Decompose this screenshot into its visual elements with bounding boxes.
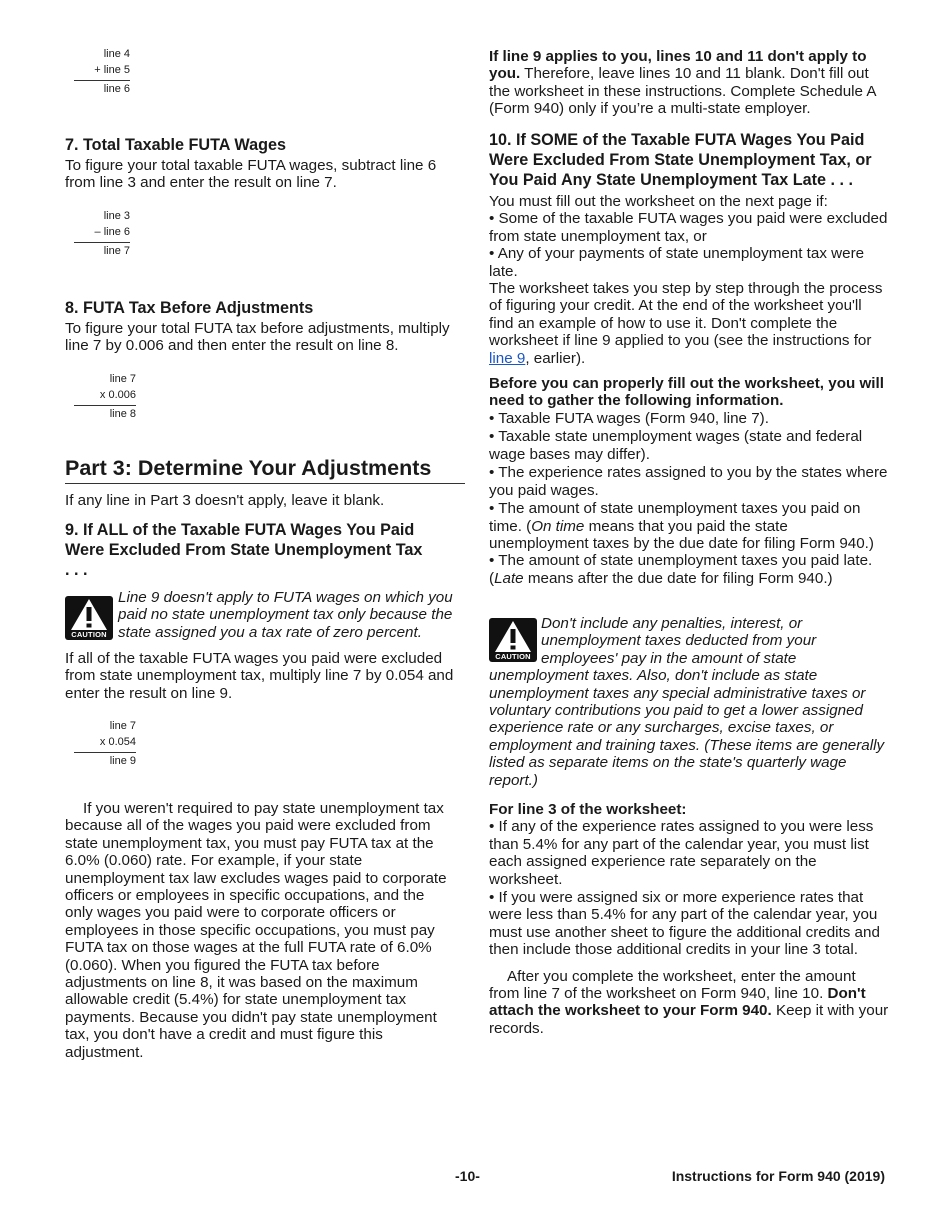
section-heading: 9. If ALL of the Taxable FUTA Wages You Paid Were Excluded From State Unemployment Tax . . . [65,521,423,579]
text: means after the due date for filing Form 940.) [523,569,833,587]
line-9-link[interactable]: line 9 [489,349,526,367]
bullet-text: Taxable FUTA wages (Form 940, line 7). [498,410,769,428]
section-heading: 7. Total Taxable FUTA Wages [65,136,286,154]
bullet-text: If any of the experience rates assigned to you were less than 5.4% for any part of the calendar year, you must list each assigned experience rate separately on the worksheet. [489,818,874,888]
text: , earlier). [525,349,586,367]
bullet-text: Any of your payments of state unemployment tax were late. [489,245,865,280]
text: The amount of state unemployment taxes you paid on time. ( [489,500,861,535]
section-paragraph: If you weren't required to pay state unemployment tax because all of the wages you paid were excluded from state unemployment tax, you must pay FUTA tax at the 6.0% (0.060) rate. For example, if your state unemployment tax law excludes wages paid to corporate officers or employees in specific occupations, and the only wages you paid were to corporate officers or employees in those specific occupations, you must pay FUTA tax on those wages at the full FUTA rate of 6.0% (0.060). When you figured the FUTA tax before adjustments on line 8, it was based on the maximum allowable credit (5.4%) for state unemployment tax payments. Because you didn't pay state unemployment tax, you don't have a credit and must figure this adjustment. [65,800,447,1061]
bullet: • The amount of state unemployment taxes you paid on time. (On time means that you paid the state unemployment taxes by the due date for filing Form 940.) [489,500,874,552]
caution-note [65,589,465,641]
calc-line-8 [70,372,136,423]
text: Late [494,569,524,587]
section-10 [489,130,889,587]
caution-body: Don't include any penalties, interest, or unemployment taxes deducted from your employees' pay in the amount of state unemployment taxes. Also, don't include as state unemployment taxes any special administrative taxes or voluntary contributions you paid to get a lower assigned experience rate or any surcharges, excise taxes, or employment and training taxes. (These items are generally listed as separate items on the state's quarterly wage report.) [489,615,885,789]
bullet-text: Some of the taxable FUTA wages you paid were excluded from state unemployment tax, or [489,210,888,245]
lead-text: You must fill out the worksheet on the next page if: [489,193,828,210]
text: After you complete the worksheet, enter the amount from line 7 of the worksheet on Form 940, line 10. [489,967,856,1003]
calc-operand: line 7 [109,720,136,732]
bullet-text: If you were assigned six or more experience rates that were less than 5.4% for any part of the calendar year, you must use another sheet to figure the additional credits and then include those additional credits in your line 3 total. [489,889,880,959]
caution-text [489,615,889,789]
part-heading: Part 3: Determine Your Adjustments [65,456,432,480]
calc-result: line 6 [74,80,130,98]
calc-operand: line 3 [103,210,130,222]
calc-operand: x 0.006 [99,388,136,401]
bullet: • Some of the taxable FUTA wages you paid were excluded from state unemployment tax, or [489,210,888,245]
calc-line-9 [70,719,136,770]
part3-text: If any line in Part 3 doesn't apply, leave it blank. [65,492,385,509]
subheading: For line 3 of the worksheet: [489,801,687,818]
gather-heading: Before you can properly fill out the worksheet, you will need to gather the following information. [489,375,884,409]
footer-title: Instructions for Form 940 (2019) [671,1168,885,1184]
bullet: • The amount of state unemployment taxes you paid late. (Late means after the due date for filing Form 940.) [489,552,873,587]
text: means that you paid the state unemployment taxes by the due date for filing Form 940.) [489,517,874,552]
section-text [489,280,889,367]
caution-label: CAUTION [495,652,531,661]
caution-icon [489,618,537,662]
calc-operand: x 0.054 [99,735,136,748]
text: The worksheet takes you step by step through the process of figuring your credit. At the end of the worksheet you'll find an example of how to use it. Don't complete the worksheet if line 9 applied to you (see the instructions for [489,280,883,350]
bullet: • If any of the experience rates assigned to you were less than 5.4% for any part of the calendar year, you must list each assigned experience rate separately on the worksheet. [489,818,874,888]
section-7 [65,135,465,192]
page-number: -10- [455,1168,480,1184]
section-text: To figure your total taxable FUTA wages, subtract line 6 from line 3 and enter the result on line 7. [65,157,437,192]
calc-operand: + line 5 [94,63,130,76]
calc-result: line 9 [74,752,136,770]
intro-bold: If line 9 applies to you, lines 10 and 11 don't apply to you. [489,48,867,83]
line-3-notes [489,801,889,1037]
bullet: • Taxable FUTA wages (Form 940, line 7). [489,410,769,428]
section-heading: 8. FUTA Tax Before Adjustments [65,299,314,317]
bullet: • Taxable state unemployment wages (state and federal wage bases may differ). [489,428,863,463]
calc-result: line 7 [74,242,130,260]
caution-icon [65,596,113,640]
bullet: • If you were assigned six or more experience rates that were less than 5.4% for any part of the calendar year, you must use another sheet to figure the additional credits and then include those additional credits in your line 3 total. [489,889,880,959]
caution-text: Line 9 doesn't apply to FUTA wages on which you paid no state unemployment tax only because the state assigned you a tax rate of zero percent. [118,589,453,641]
bullet-text: Taxable state unemployment wages (state and federal wage bases may differ). [489,428,863,463]
part3-heading-block [65,455,465,484]
calc-operand: line 7 [109,373,136,385]
section-heading: 10. If SOME of the Taxable FUTA Wages You Paid Were Excluded From State Unemployment Tax, or You Paid Any State Unemployment Tax Late . . . [489,131,872,189]
section-8 [65,298,465,355]
calc-line-6 [70,47,130,98]
calc-operand: – line 6 [94,225,130,238]
calc-operand: line 4 [103,48,130,60]
section-text: To figure your total FUTA tax before adjustments, multiply line 7 by 0.006 and then enter the result on line 8. [65,320,450,355]
calc-result: line 8 [74,405,136,423]
text: The amount of state unemployment taxes you paid late. ( [489,552,873,587]
text: Keep it with your records. [489,1002,889,1037]
intro-text: Therefore, leave lines 10 and 11 blank. Don't fill out the worksheet in these instructions. Complete Schedule A (Form 940) only if you’re a multi-state employer. [489,65,876,118]
bullet: • The experience rates assigned to you by the states where you paid wages. [489,464,888,499]
text: On time [531,517,585,535]
text: Don't attach the worksheet to your Form 940. [489,985,866,1020]
calc-line-7 [70,209,130,260]
caution-label: CAUTION [71,630,107,639]
intro-paragraph [489,48,889,118]
section-9-heading [65,520,425,580]
closing-paragraph [489,968,889,1038]
section-text: If all of the taxable FUTA wages you paid were excluded from state unemployment tax, multiply line 7 by 0.054 and enter the result on line 9. [65,650,454,702]
bullet-text: The experience rates assigned to you by the states where you paid wages. [489,464,888,499]
caution-note [489,615,889,789]
bullet: • Any of your payments of state unemployment tax were late. [489,245,865,280]
